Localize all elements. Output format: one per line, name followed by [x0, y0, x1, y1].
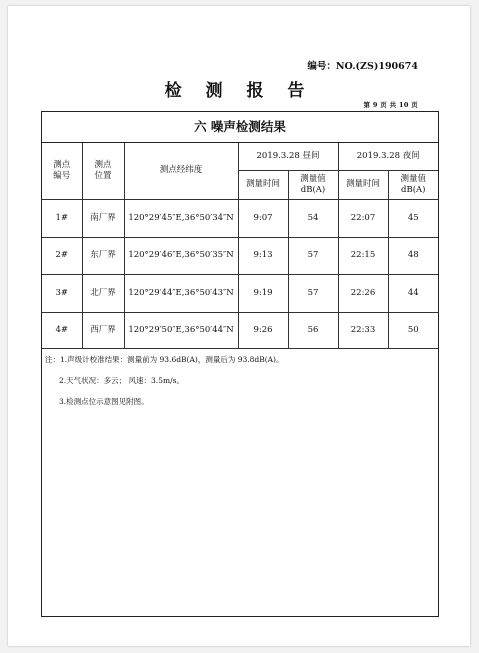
header-point-position: 测点 位置 [82, 143, 124, 199]
noise-results-table [42, 143, 438, 349]
cell-day-time: 9:07 [238, 199, 288, 237]
cell-day-value: 57 [288, 237, 338, 274]
cell-day-value: 57 [288, 274, 338, 312]
note-calibration: 注：1.声级计校准结果：测量前为 93.6dB(A)，测量后为 93.8dB(A)。 [45, 355, 284, 364]
header-point-no: 测点 编号 [42, 143, 82, 199]
cell-day-time: 9:19 [238, 274, 288, 312]
cell-night-time: 22:26 [338, 274, 388, 312]
cell-coordinates: 120°29′44″E,36°50′43″N [124, 274, 238, 312]
table-row [42, 274, 438, 312]
cell-coordinates: 120°29′46″E,36°50′35″N [124, 237, 238, 274]
cell-coordinates: 120°29′45″E,36°50′34″N [124, 199, 238, 237]
header-night-group: 2019.3.28 夜间 [338, 143, 438, 170]
cell-position: 南厂界 [82, 199, 124, 237]
table-row [42, 199, 438, 237]
cell-position: 北厂界 [82, 274, 124, 312]
cell-day-value: 54 [288, 199, 338, 237]
note-weather: 2.天气状况：多云； 风速：3.5m/s。 [59, 376, 184, 385]
table-row [42, 312, 438, 348]
cell-day-value: 56 [288, 312, 338, 348]
cell-position: 东厂界 [82, 237, 124, 274]
document-number: 编号：NO.(ZS)190674 [307, 61, 418, 72]
header-night-time: 测量时间 [338, 170, 388, 199]
cell-night-value: 45 [388, 199, 438, 237]
cell-night-time: 22:07 [338, 199, 388, 237]
cell-night-value: 50 [388, 312, 438, 348]
cell-day-time: 9:13 [238, 237, 288, 274]
result-frame [41, 111, 439, 617]
header-day-value: 测量值 dB(A) [288, 170, 338, 199]
header-day-time: 测量时间 [238, 170, 288, 199]
cell-point-no: 2# [42, 237, 82, 274]
cell-night-time: 22:33 [338, 312, 388, 348]
cell-day-time: 9:26 [238, 312, 288, 348]
report-title: 检 测 报 告 [164, 81, 314, 101]
cell-point-no: 1# [42, 199, 82, 237]
report-page [8, 6, 470, 646]
cell-point-no: 4# [42, 312, 82, 348]
section-title: 六 噪声检测结果 [42, 112, 438, 143]
header-night-value: 测量值 dB(A) [388, 170, 438, 199]
header-day-group: 2019.3.28 昼间 [238, 143, 338, 170]
cell-night-value: 44 [388, 274, 438, 312]
page-number: 第 9 页 共 10 页 [363, 101, 418, 109]
note-location-map: 3.检测点位示意图见附图。 [59, 397, 149, 406]
header-coordinates: 测点经纬度 [124, 143, 238, 199]
cell-night-time: 22:15 [338, 237, 388, 274]
cell-coordinates: 120°29′50″E,36°50′44″N [124, 312, 238, 348]
cell-night-value: 48 [388, 237, 438, 274]
cell-point-no: 3# [42, 274, 82, 312]
table-row [42, 237, 438, 274]
cell-position: 西厂界 [82, 312, 124, 348]
